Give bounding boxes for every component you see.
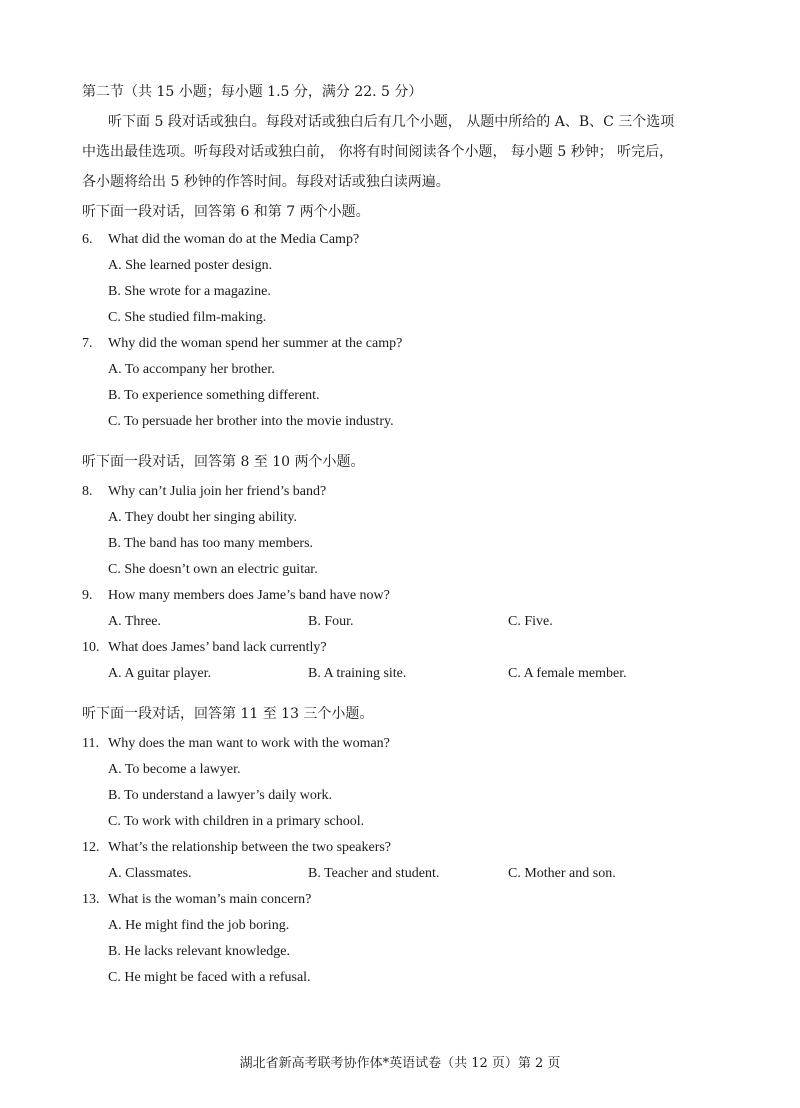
question: [82, 586, 390, 606]
question-text: Why did the woman spend her summer at the camp?: [108, 336, 403, 351]
option: C. He might be faced with a refusal.: [108, 970, 311, 985]
group-instruction: 听下面一段对话，回答第 8 至 10 两个小题。: [82, 454, 365, 470]
question-text: What did the woman do at the Media Camp?: [108, 232, 360, 247]
option: A. To become a lawyer.: [108, 762, 241, 777]
section-heading: 第二节（共 15 小题；每小题 1.5 分，满分 22. 5 分）: [82, 84, 423, 100]
option: B. She wrote for a magazine.: [108, 284, 271, 299]
question-text: Why does the man want to work with the woman?: [108, 736, 390, 751]
option: C. Five.: [508, 614, 553, 629]
question: [82, 334, 402, 354]
option: B. To understand a lawyer’s daily work.: [108, 788, 333, 803]
option: A. To accompany her brother.: [108, 362, 275, 377]
question: [82, 230, 359, 250]
option: B. The band has too many members.: [108, 536, 314, 551]
question-text: How many members does Jame’s band have now?: [108, 588, 390, 603]
question: [82, 638, 327, 658]
question-number: 13.: [82, 892, 100, 907]
question-number: 8.: [82, 484, 93, 499]
option: B. A training site.: [308, 666, 407, 681]
page-footer: 湖北省新高考联考协作体*英语试卷（共 12 页）第 2 页: [239, 1056, 561, 1071]
question: [82, 890, 311, 910]
question-text: What’s the relationship between the two speakers?: [108, 840, 392, 855]
question-number: 12.: [82, 840, 100, 855]
question-number: 6.: [82, 232, 93, 247]
option: C. To work with children in a primary school.: [108, 814, 365, 829]
group-instruction: 听下面一段对话，回答第 6 和第 7 两个小题。: [82, 204, 370, 220]
question-number: 7.: [82, 336, 93, 351]
option: A. A guitar player.: [108, 666, 212, 681]
option: C. She doesn’t own an electric guitar.: [108, 562, 318, 577]
question-text: What is the woman’s main concern?: [108, 892, 312, 907]
option: B. To experience something different.: [108, 388, 320, 403]
question: [82, 482, 326, 502]
option: A. Classmates.: [108, 866, 192, 881]
question-number: 9.: [82, 588, 93, 603]
intro-line-2: 中选出最佳选项。听每段对话或独白前， 你将有时间阅读各个小题， 每小题 5 秒钟； 听完后，: [82, 144, 674, 160]
question: [82, 734, 390, 754]
option: B. Teacher and student.: [308, 866, 440, 881]
group-instruction: 听下面一段对话，回答第 11 至 13 三个小题。: [82, 706, 374, 722]
question-text: What does James’ band lack currently?: [108, 640, 327, 655]
option: C. A female member.: [508, 666, 627, 681]
question-number: 10.: [82, 640, 100, 655]
option: C. To persuade her brother into the movie industry.: [108, 414, 394, 429]
option: A. He might find the job boring.: [108, 918, 290, 933]
option: B. Four.: [308, 614, 354, 629]
option: C. She studied film-making.: [108, 310, 267, 325]
option: C. Mother and son.: [508, 866, 616, 881]
question: [82, 838, 391, 858]
option: B. He lacks relevant knowledge.: [108, 944, 290, 959]
option: A. They doubt her singing ability.: [108, 510, 297, 525]
option: A. She learned poster design.: [108, 258, 273, 273]
question-text: Why can’t Julia join her friend’s band?: [108, 484, 327, 499]
option: A. Three.: [108, 614, 161, 629]
intro-line-3: 各小题将给出 5 秒钟的作答时间。每段对话或独白读两遍。: [82, 174, 450, 190]
question-number: 11.: [82, 736, 99, 751]
intro-line-1: 听下面 5 段对话或独白。每段对话或独白后有几个小题， 从题中所给的 A、B、C 三个选项: [108, 114, 675, 130]
